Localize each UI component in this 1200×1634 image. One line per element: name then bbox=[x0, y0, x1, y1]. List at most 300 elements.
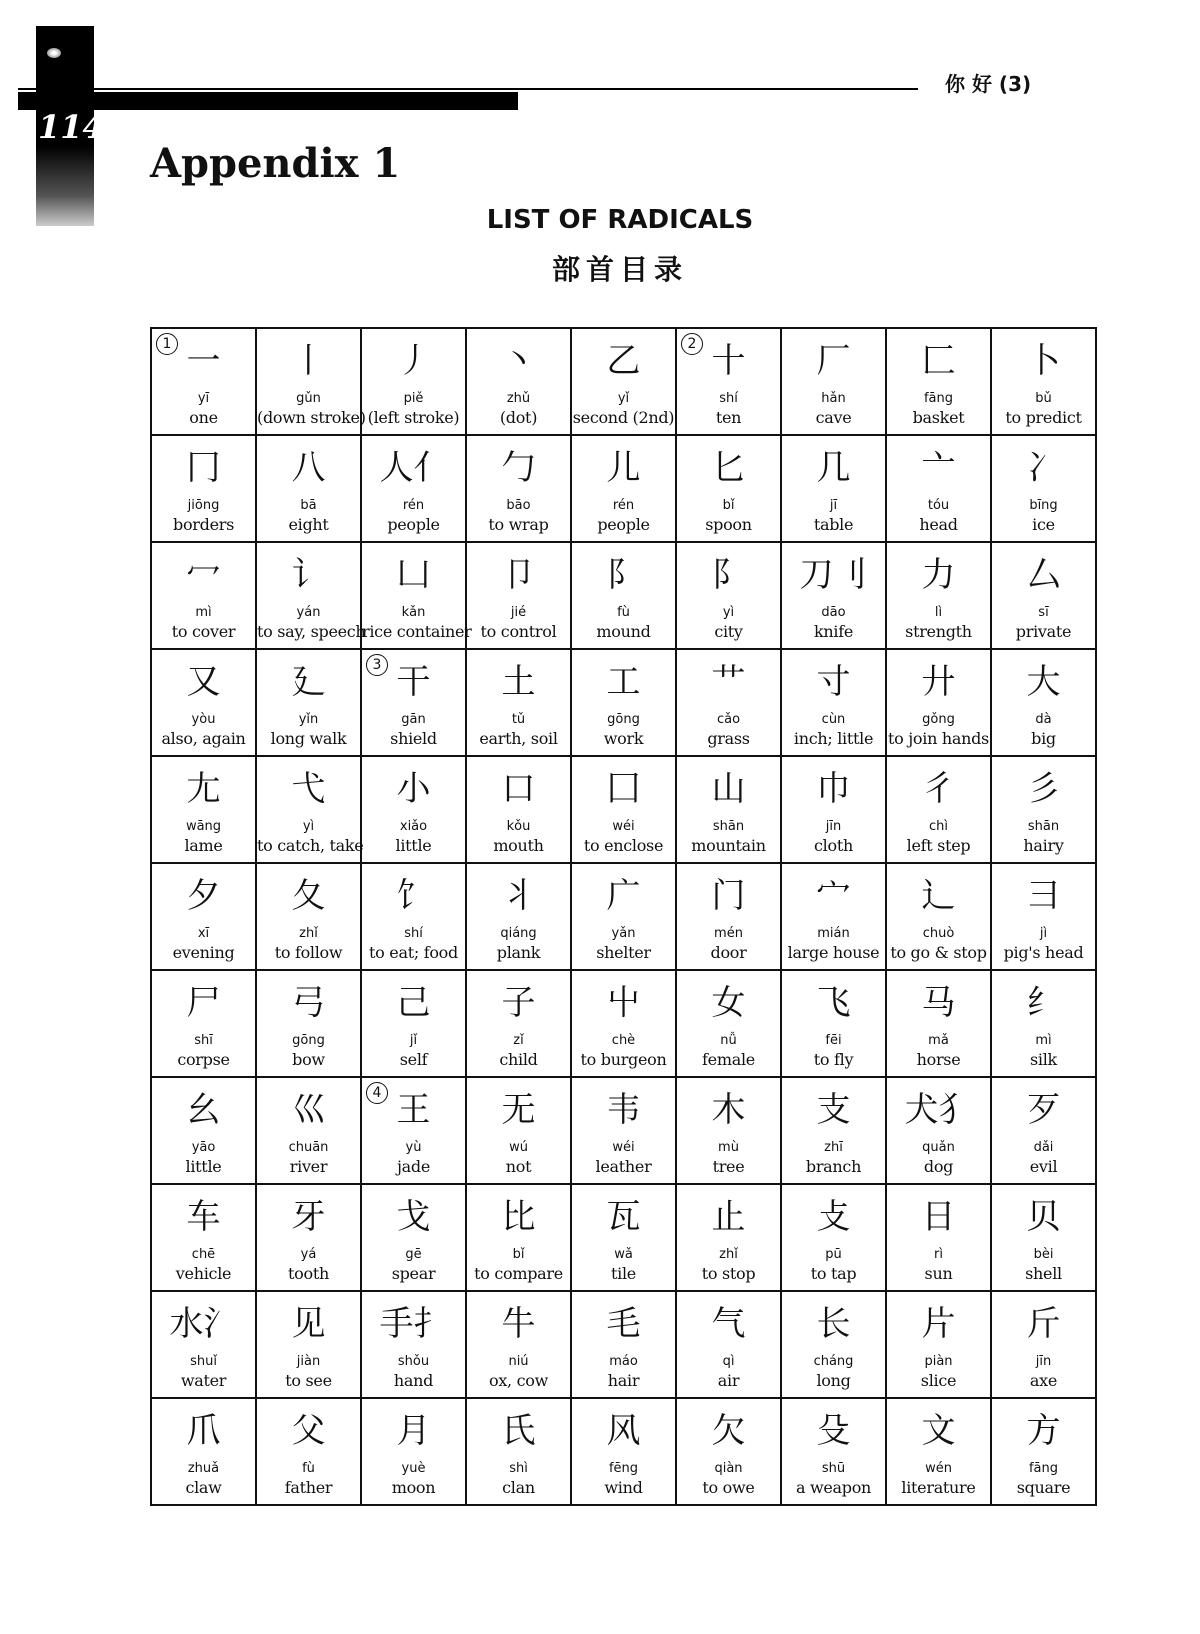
radical-meaning: air bbox=[717, 1371, 740, 1390]
radical-meaning: eight bbox=[288, 515, 329, 534]
radical-meaning: to stop bbox=[701, 1264, 756, 1283]
radical-meaning: square bbox=[1016, 1478, 1071, 1497]
radical-cell bbox=[361, 1184, 466, 1291]
radical-meaning: to say, speech bbox=[257, 622, 366, 641]
radical-pinyin: chuān bbox=[288, 1140, 329, 1155]
radical-meaning: tile bbox=[611, 1264, 636, 1283]
radical-pinyin: shī bbox=[194, 1033, 213, 1048]
radical-pinyin: quǎn bbox=[922, 1140, 955, 1155]
radical-meaning: self bbox=[399, 1050, 428, 1069]
radical-meaning: horse bbox=[916, 1050, 961, 1069]
radical-pinyin: wāng bbox=[185, 819, 222, 834]
radical-character: 殳 bbox=[816, 1411, 851, 1451]
radical-cell bbox=[466, 328, 571, 435]
radical-character: 巾 bbox=[816, 769, 851, 809]
radical-cell bbox=[361, 1077, 466, 1184]
radical-character: 凵 bbox=[396, 555, 431, 595]
radical-pinyin: qì bbox=[722, 1354, 735, 1369]
radical-meaning: father bbox=[284, 1478, 333, 1497]
radical-meaning: wind bbox=[604, 1478, 643, 1497]
radical-cell bbox=[781, 435, 886, 542]
radical-pinyin: cùn bbox=[821, 712, 846, 727]
radical-character: 马 bbox=[921, 983, 956, 1023]
radical-cell bbox=[256, 649, 361, 756]
radical-cell bbox=[256, 435, 361, 542]
radical-cell bbox=[676, 756, 781, 863]
radical-meaning: to go & stop bbox=[890, 943, 987, 962]
radical-cell bbox=[571, 542, 676, 649]
radical-meaning: cloth bbox=[814, 836, 853, 855]
radical-meaning: ice bbox=[1032, 515, 1055, 534]
radical-pinyin: bǔ bbox=[1035, 391, 1052, 406]
radical-character: 贝 bbox=[1026, 1197, 1061, 1237]
radical-row bbox=[151, 649, 1096, 756]
radical-meaning: vehicle bbox=[175, 1264, 232, 1283]
radical-pinyin: dǎi bbox=[1033, 1140, 1054, 1155]
radical-cell bbox=[886, 1184, 991, 1291]
stroke-count-marker: 2 bbox=[681, 333, 703, 355]
radical-character: 无 bbox=[501, 1090, 536, 1130]
radical-cell bbox=[571, 863, 676, 970]
radical-cell bbox=[991, 1291, 1096, 1398]
radical-pinyin: bā bbox=[300, 498, 317, 513]
radical-row bbox=[151, 328, 1096, 435]
radical-pinyin: wéi bbox=[612, 819, 635, 834]
radical-pinyin: mián bbox=[817, 926, 850, 941]
radical-pinyin: cháng bbox=[813, 1354, 854, 1369]
radical-character: 阝 bbox=[606, 555, 641, 595]
radical-row bbox=[151, 1077, 1096, 1184]
radical-cell bbox=[466, 756, 571, 863]
radical-character: 刀刂 bbox=[799, 555, 868, 595]
radical-meaning: to see bbox=[285, 1371, 332, 1390]
radical-cell bbox=[571, 756, 676, 863]
list-title: LIST OF RADICALS bbox=[486, 205, 754, 235]
radical-character: 犬犭 bbox=[904, 1090, 973, 1130]
radical-pinyin: rén bbox=[402, 498, 425, 513]
radical-meaning: evening bbox=[172, 943, 235, 962]
radical-meaning: city bbox=[714, 622, 743, 641]
radical-cell bbox=[151, 1398, 256, 1505]
radical-meaning: mouth bbox=[493, 836, 544, 855]
radical-cell bbox=[991, 756, 1096, 863]
radical-pinyin: rén bbox=[612, 498, 635, 513]
radical-character: 比 bbox=[501, 1197, 536, 1237]
radical-row bbox=[151, 863, 1096, 970]
radical-meaning: borders bbox=[173, 515, 234, 534]
radical-character: 广 bbox=[606, 876, 641, 916]
radical-character: 丶 bbox=[501, 341, 536, 381]
radical-character: 夕 bbox=[186, 876, 221, 916]
radical-character: 口 bbox=[501, 769, 536, 809]
radical-cell bbox=[991, 1184, 1096, 1291]
radical-meaning: axe bbox=[1029, 1371, 1058, 1390]
radical-cell bbox=[466, 1077, 571, 1184]
radical-meaning: to predict bbox=[1005, 408, 1082, 427]
radical-meaning: grass bbox=[707, 729, 750, 748]
radical-character: 风 bbox=[606, 1411, 641, 1451]
radical-pinyin: bǐ bbox=[512, 1247, 525, 1262]
radical-meaning: strength bbox=[905, 622, 972, 641]
radical-cell bbox=[781, 1077, 886, 1184]
radical-character: 大 bbox=[1026, 662, 1061, 702]
radical-pinyin: jì bbox=[1039, 926, 1048, 941]
radical-character: 匚 bbox=[921, 341, 956, 381]
radical-cell bbox=[886, 328, 991, 435]
radical-character: 艹 bbox=[711, 662, 746, 702]
radical-pinyin: chì bbox=[929, 819, 948, 834]
radical-character: 屮 bbox=[606, 983, 641, 1023]
radical-pinyin: shuǐ bbox=[190, 1354, 217, 1369]
radical-character: 山 bbox=[711, 769, 746, 809]
radical-row bbox=[151, 1398, 1096, 1505]
radical-meaning: clan bbox=[502, 1478, 535, 1497]
radical-character: 片 bbox=[921, 1304, 956, 1344]
radical-character: 尸 bbox=[186, 983, 221, 1023]
radical-pinyin: rì bbox=[934, 1247, 943, 1262]
radical-meaning: one bbox=[189, 408, 218, 427]
radical-character: 八 bbox=[291, 448, 326, 488]
radical-pinyin: piě bbox=[403, 391, 424, 406]
radical-cell bbox=[991, 863, 1096, 970]
radical-cell bbox=[571, 328, 676, 435]
radical-character: 支 bbox=[816, 1090, 851, 1130]
radical-character: 宀 bbox=[816, 876, 851, 916]
radical-meaning: to compare bbox=[474, 1264, 563, 1283]
radical-character: 牙 bbox=[291, 1197, 326, 1237]
header-rule bbox=[18, 88, 918, 90]
radical-meaning: literature bbox=[901, 1478, 976, 1497]
radical-character: 文 bbox=[921, 1411, 956, 1451]
radical-meaning: hairy bbox=[1023, 836, 1064, 855]
radical-pinyin: xī bbox=[197, 926, 210, 941]
radical-meaning: second (2nd) bbox=[572, 408, 675, 427]
radical-character: 丨 bbox=[291, 341, 326, 381]
radical-cell bbox=[886, 1398, 991, 1505]
radical-cell bbox=[781, 542, 886, 649]
radical-pinyin: sī bbox=[1038, 605, 1049, 620]
radical-character: 阝 bbox=[711, 555, 746, 595]
radical-row bbox=[151, 542, 1096, 649]
radical-meaning: dog bbox=[923, 1157, 954, 1176]
radical-pinyin: yǎn bbox=[611, 926, 636, 941]
radical-cell bbox=[571, 649, 676, 756]
radical-cell bbox=[886, 542, 991, 649]
radical-meaning: to control bbox=[480, 622, 557, 641]
radical-pinyin: hǎn bbox=[821, 391, 846, 406]
radical-cell bbox=[466, 863, 571, 970]
radical-pinyin: gǔn bbox=[296, 391, 321, 406]
radical-meaning: mound bbox=[596, 622, 651, 641]
radical-character: 木 bbox=[711, 1090, 746, 1130]
radical-character: 厶 bbox=[1026, 555, 1061, 595]
radical-pinyin: shān bbox=[1027, 819, 1060, 834]
radical-meaning: spear bbox=[391, 1264, 436, 1283]
radical-pinyin: gōng bbox=[607, 712, 640, 727]
radical-pinyin: fāng bbox=[923, 391, 954, 406]
radical-pinyin: chè bbox=[611, 1033, 636, 1048]
list-title-chinese: 部首目录 bbox=[551, 253, 688, 286]
radical-cell bbox=[361, 863, 466, 970]
radical-pinyin: shí bbox=[719, 391, 738, 406]
radical-character: 月 bbox=[396, 1411, 431, 1451]
radical-cell bbox=[151, 328, 256, 435]
radical-pinyin: mǎ bbox=[928, 1033, 949, 1048]
radical-meaning: lame bbox=[184, 836, 223, 855]
radical-character: 戈 bbox=[396, 1197, 431, 1237]
radical-pinyin: pū bbox=[825, 1247, 842, 1262]
radical-character: 厂 bbox=[816, 341, 851, 381]
radical-character: 廴 bbox=[291, 662, 326, 702]
radical-cell bbox=[676, 1398, 781, 1505]
radical-character: 寸 bbox=[816, 662, 851, 702]
radical-character: 土 bbox=[501, 662, 536, 702]
radical-meaning: also, again bbox=[161, 729, 246, 748]
radical-pinyin: jīn bbox=[825, 819, 842, 834]
radical-row bbox=[151, 970, 1096, 1077]
radical-cell bbox=[361, 970, 466, 1077]
radical-cell bbox=[256, 542, 366, 649]
radical-cell bbox=[151, 542, 256, 649]
radical-cell bbox=[991, 1398, 1096, 1505]
radical-meaning: large house bbox=[787, 943, 880, 962]
radical-cell bbox=[361, 328, 466, 435]
radical-pinyin: tóu bbox=[927, 498, 950, 513]
radical-meaning: (dot) bbox=[499, 408, 538, 427]
radical-cell bbox=[466, 542, 571, 649]
radical-cell bbox=[466, 1398, 571, 1505]
radical-cell bbox=[676, 970, 781, 1077]
radical-pinyin: nǚ bbox=[720, 1033, 737, 1048]
radical-pinyin: zhī bbox=[824, 1140, 843, 1155]
radical-character: 欠 bbox=[711, 1411, 746, 1451]
radical-cell bbox=[781, 1398, 886, 1505]
radical-meaning: to enclose bbox=[583, 836, 664, 855]
radical-pinyin: cǎo bbox=[716, 712, 741, 727]
radical-meaning: hand bbox=[393, 1371, 434, 1390]
radical-pinyin: wén bbox=[925, 1461, 952, 1476]
radical-character: 爪 bbox=[186, 1411, 221, 1451]
radical-character: 己 bbox=[396, 983, 431, 1023]
radical-pinyin: jiōng bbox=[187, 498, 220, 513]
radical-cell bbox=[151, 1184, 256, 1291]
radical-meaning: work bbox=[603, 729, 644, 748]
radical-pinyin: zǐ bbox=[513, 1033, 524, 1048]
radical-cell bbox=[256, 1184, 361, 1291]
radical-meaning: (down stroke) bbox=[257, 408, 366, 427]
radical-cell bbox=[781, 863, 886, 970]
radical-meaning: ox, cow bbox=[488, 1371, 549, 1390]
radical-pinyin: fēi bbox=[825, 1033, 842, 1048]
radical-pinyin: gē bbox=[405, 1247, 422, 1262]
radical-character: 弓 bbox=[291, 983, 326, 1023]
radical-character: 一 bbox=[186, 341, 221, 381]
radical-cell bbox=[676, 649, 781, 756]
radical-character: 儿 bbox=[606, 448, 641, 488]
radical-pinyin: fù bbox=[302, 1461, 315, 1476]
radical-character: 冫 bbox=[1026, 448, 1061, 488]
radical-cell bbox=[361, 649, 466, 756]
radical-cell bbox=[991, 435, 1096, 542]
radical-pinyin: niú bbox=[508, 1354, 529, 1369]
radical-pinyin: lì bbox=[934, 605, 943, 620]
radical-pinyin: yī bbox=[197, 391, 210, 406]
radical-character: 毛 bbox=[606, 1304, 641, 1344]
radical-pinyin: dà bbox=[1035, 712, 1052, 727]
radical-cell bbox=[676, 1291, 781, 1398]
radical-character: 匕 bbox=[711, 448, 746, 488]
radical-pinyin: gōng bbox=[292, 1033, 325, 1048]
radical-meaning: branch bbox=[805, 1157, 862, 1176]
radical-meaning: to burgeon bbox=[580, 1050, 667, 1069]
radical-character: 止 bbox=[711, 1197, 746, 1237]
radical-meaning: tree bbox=[712, 1157, 745, 1176]
radical-pinyin: gǒng bbox=[922, 712, 955, 727]
radical-pinyin: mì bbox=[195, 605, 212, 620]
radical-character: 冖 bbox=[186, 555, 221, 595]
radical-meaning: cave bbox=[815, 408, 852, 427]
radical-cell bbox=[151, 649, 256, 756]
radical-character: 干 bbox=[396, 662, 431, 702]
radical-meaning: earth, soil bbox=[479, 729, 558, 748]
radical-cell bbox=[886, 649, 991, 756]
radical-meaning: to join hands bbox=[888, 729, 989, 748]
radical-meaning: long walk bbox=[270, 729, 347, 748]
radical-cell bbox=[886, 970, 991, 1077]
radical-pinyin: qiàn bbox=[714, 1461, 743, 1476]
radical-meaning: shield bbox=[390, 729, 437, 748]
radical-meaning: jade bbox=[396, 1157, 430, 1176]
radical-cell bbox=[886, 863, 991, 970]
radical-meaning: table bbox=[813, 515, 854, 534]
radical-cell bbox=[781, 1184, 886, 1291]
radical-character: 长 bbox=[816, 1304, 851, 1344]
radical-character: 彡 bbox=[1026, 769, 1061, 809]
radical-pinyin: jié bbox=[510, 605, 527, 620]
radical-meaning: little bbox=[395, 836, 432, 855]
radical-pinyin: shí bbox=[404, 926, 423, 941]
radical-meaning: a weapon bbox=[795, 1478, 872, 1497]
radical-pinyin: qiáng bbox=[500, 926, 537, 941]
radical-character: 手扌 bbox=[379, 1304, 448, 1344]
radical-cell bbox=[676, 435, 781, 542]
radical-pinyin: yāo bbox=[191, 1140, 216, 1155]
radical-pinyin: chuò bbox=[922, 926, 955, 941]
radical-cell bbox=[256, 1398, 361, 1505]
radical-pinyin: zhǔ bbox=[506, 391, 531, 406]
radical-pinyin: dāo bbox=[821, 605, 846, 620]
stroke-count-marker: 4 bbox=[366, 1082, 388, 1104]
radical-character: 门 bbox=[711, 876, 746, 916]
radical-pinyin: yù bbox=[405, 1140, 422, 1155]
radical-character: 廾 bbox=[921, 662, 956, 702]
radical-character: 十 bbox=[711, 341, 746, 381]
radical-row bbox=[151, 435, 1096, 542]
radical-pinyin: mén bbox=[714, 926, 743, 941]
radical-cell bbox=[781, 756, 886, 863]
radical-meaning: to owe bbox=[702, 1478, 755, 1497]
radical-meaning: little bbox=[185, 1157, 222, 1176]
radical-meaning: pig's head bbox=[1003, 943, 1084, 962]
radical-pinyin: bèi bbox=[1033, 1247, 1054, 1262]
radical-pinyin: fēng bbox=[608, 1461, 639, 1476]
radical-pinyin: zhǐ bbox=[719, 1247, 738, 1262]
radical-character: 弋 bbox=[291, 769, 326, 809]
radical-pinyin: kǎn bbox=[401, 605, 426, 620]
radical-cell bbox=[361, 756, 466, 863]
radical-meaning: knife bbox=[813, 622, 853, 641]
radical-meaning: child bbox=[499, 1050, 538, 1069]
radical-meaning: claw bbox=[185, 1478, 222, 1497]
radical-cell bbox=[676, 542, 781, 649]
radical-meaning: shelter bbox=[596, 943, 651, 962]
radical-meaning: (left stroke) bbox=[367, 408, 460, 427]
radical-cell bbox=[571, 1398, 676, 1505]
radical-meaning: people bbox=[387, 515, 440, 534]
radical-cell bbox=[151, 863, 256, 970]
radical-pinyin: piàn bbox=[924, 1354, 953, 1369]
radical-meaning: left step bbox=[906, 836, 971, 855]
radical-character: 小 bbox=[396, 769, 431, 809]
radical-pinyin: fāng bbox=[1028, 1461, 1059, 1476]
radical-row bbox=[151, 1291, 1096, 1398]
radical-cell bbox=[151, 1291, 256, 1398]
radical-meaning: basket bbox=[912, 408, 965, 427]
radical-character: 囗 bbox=[606, 769, 641, 809]
radical-cell bbox=[151, 970, 256, 1077]
radical-meaning: water bbox=[180, 1371, 227, 1390]
radical-pinyin: máo bbox=[609, 1354, 638, 1369]
radical-pinyin: jiàn bbox=[296, 1354, 321, 1369]
radical-pinyin: jī bbox=[829, 498, 838, 513]
radical-pinyin: zhǐ bbox=[299, 926, 318, 941]
radical-pinyin: gān bbox=[401, 712, 426, 727]
radical-pinyin: mù bbox=[718, 1140, 739, 1155]
radical-character: 气 bbox=[711, 1304, 746, 1344]
radical-character: 勹 bbox=[501, 448, 536, 488]
radical-cell bbox=[361, 542, 472, 649]
radical-character: 力 bbox=[921, 555, 956, 595]
radical-character: 冂 bbox=[186, 448, 221, 488]
stroke-count-marker: 1 bbox=[156, 333, 178, 355]
radical-character: 彐 bbox=[1026, 876, 1061, 916]
radical-character: 丬 bbox=[501, 876, 536, 916]
radical-character: 乙 bbox=[606, 341, 641, 381]
radical-meaning: leather bbox=[595, 1157, 652, 1176]
radical-cell bbox=[571, 435, 676, 542]
radical-pinyin: yǐ bbox=[617, 391, 630, 406]
radical-character: 父 bbox=[291, 1411, 326, 1451]
radical-pinyin: bāo bbox=[506, 498, 531, 513]
radical-character: 车 bbox=[186, 1197, 221, 1237]
running-head: 你 好 (3) bbox=[945, 72, 1032, 96]
page-number: 114 bbox=[38, 108, 105, 146]
radical-cell bbox=[781, 328, 886, 435]
radical-cell bbox=[571, 1184, 676, 1291]
radical-cell bbox=[676, 863, 781, 970]
radical-character: 飞 bbox=[816, 983, 851, 1023]
radical-cell bbox=[256, 863, 361, 970]
radical-character: 氏 bbox=[501, 1411, 536, 1451]
radical-cell bbox=[256, 1077, 361, 1184]
radical-pinyin: fù bbox=[617, 605, 630, 620]
radical-pinyin: wǎ bbox=[614, 1247, 633, 1262]
radical-pinyin: yán bbox=[296, 605, 321, 620]
radical-cell bbox=[466, 970, 571, 1077]
radical-cell bbox=[886, 1291, 991, 1398]
radical-cell bbox=[361, 1291, 466, 1398]
radical-character: 夂 bbox=[291, 876, 326, 916]
